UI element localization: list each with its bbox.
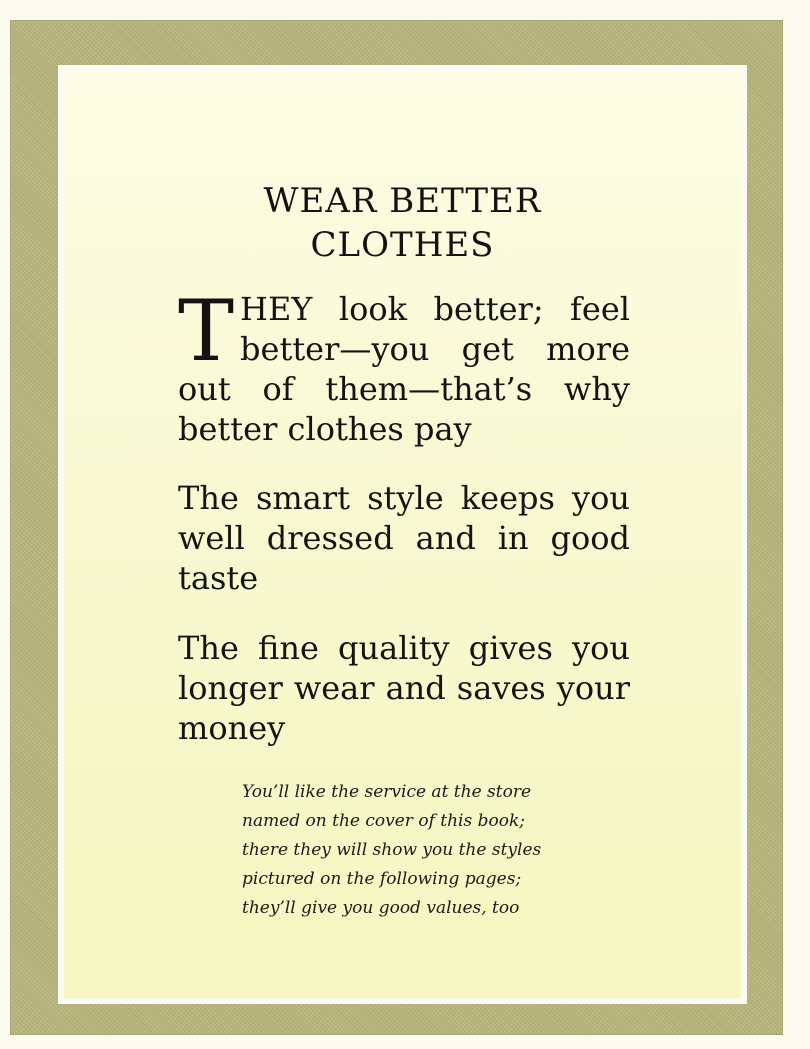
paragraph-1 (178, 282, 630, 449)
drop-cap: T (178, 282, 235, 380)
paragraph-2: The smart style keeps you well dressed and in good taste (178, 479, 630, 597)
title-line-2: CLOTHES (310, 225, 495, 265)
page-title (64, 179, 741, 267)
paragraph-1-text: HEY look better; feel better—you get more out of them—that’s why better clothes pay (178, 290, 630, 448)
text-panel (64, 71, 741, 998)
service-note (242, 778, 567, 923)
paragraph-3: The fine quality gives you longer wear and saves your money (178, 629, 630, 747)
decorative-border-frame (11, 21, 782, 1034)
note-line: they’ll give you good values, too (242, 898, 520, 918)
note-line: You’ll like the service at the store (242, 782, 532, 802)
title-line-1: WEAR BETTER (263, 181, 542, 221)
note-line: there they will show you the styles (242, 840, 542, 860)
note-line: pictured on the following pages; (242, 869, 522, 889)
note-line: named on the cover of this book; (242, 811, 525, 831)
